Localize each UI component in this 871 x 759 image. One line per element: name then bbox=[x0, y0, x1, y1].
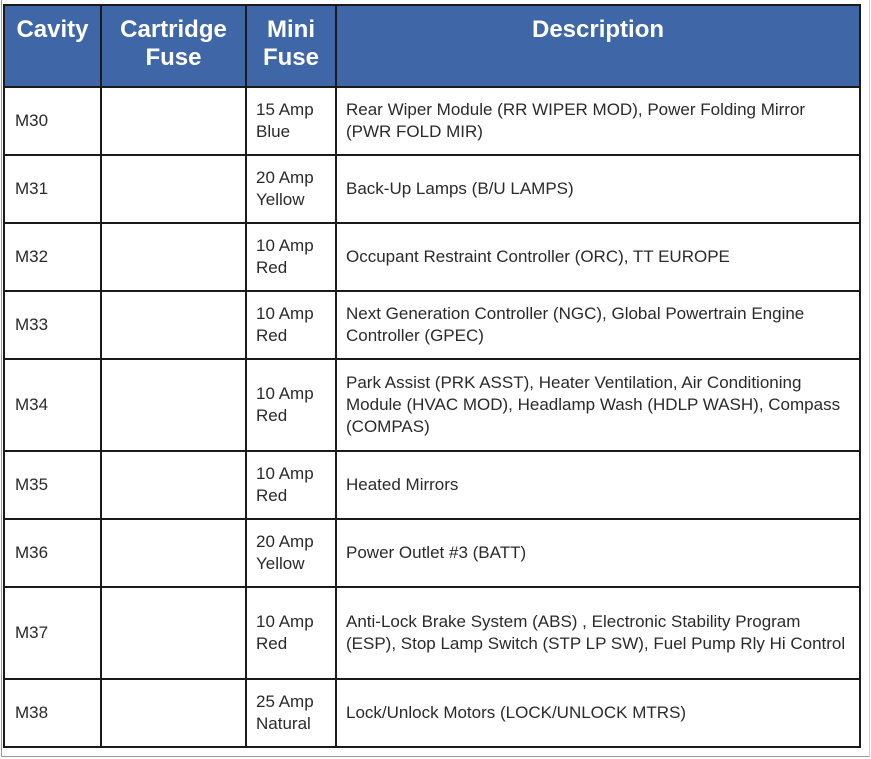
description-cell: Back-Up Lamps (B/U LAMPS) bbox=[336, 155, 860, 223]
cartridge-fuse-cell bbox=[101, 519, 246, 587]
header-description bbox=[336, 5, 860, 87]
cavity-cell: M34 bbox=[4, 359, 101, 451]
table-row bbox=[4, 679, 860, 747]
header-description-line1: Description bbox=[531, 16, 665, 43]
mini-fuse-color: Yellow bbox=[256, 190, 305, 209]
mini-fuse-color: Red bbox=[256, 486, 288, 505]
mini-fuse-amp: 10 Amp bbox=[256, 612, 314, 631]
cavity-cell: M33 bbox=[4, 291, 101, 359]
mini-fuse-amp: 10 Amp bbox=[256, 384, 314, 403]
cavity-cell: M36 bbox=[4, 519, 101, 587]
mini-fuse-amp: 15 Amp bbox=[256, 100, 314, 119]
cavity-cell: M37 bbox=[4, 587, 101, 679]
mini-fuse-amp: 10 Amp bbox=[256, 464, 314, 483]
cartridge-fuse-cell bbox=[101, 87, 246, 155]
description-cell: Next Generation Controller (NGC), Global Powertrain Engine Controller (GPEC) bbox=[336, 291, 860, 359]
table-row bbox=[4, 451, 860, 519]
header-cartridge-line1: Cartridge bbox=[120, 16, 227, 43]
header-cartridge-fuse bbox=[101, 5, 246, 87]
cartridge-fuse-cell bbox=[101, 679, 246, 747]
mini-fuse-color: Red bbox=[256, 326, 288, 345]
mini-fuse-color: Red bbox=[256, 258, 288, 277]
table-row bbox=[4, 87, 860, 155]
description-cell: Park Assist (PRK ASST), Heater Ventilation, Air Conditioning Module (HVAC MOD), Headlamp Wash (HDLP WASH), Compass (COMPAS) bbox=[336, 359, 860, 451]
cavity-cell: M30 bbox=[4, 87, 101, 155]
header-mini-line1: Mini bbox=[267, 16, 315, 43]
table-row bbox=[4, 359, 860, 451]
mini-fuse-color: Natural bbox=[256, 714, 311, 733]
mini-fuse-cell bbox=[246, 291, 336, 359]
cartridge-fuse-cell bbox=[101, 155, 246, 223]
table-row bbox=[4, 587, 860, 679]
mini-fuse-amp: 20 Amp bbox=[256, 168, 314, 187]
mini-fuse-amp: 20 Amp bbox=[256, 532, 314, 551]
mini-fuse-amp: 10 Amp bbox=[256, 304, 314, 323]
mini-fuse-cell bbox=[246, 155, 336, 223]
table-row bbox=[4, 223, 860, 291]
header-cavity bbox=[4, 5, 101, 87]
cavity-cell: M31 bbox=[4, 155, 101, 223]
fuse-table bbox=[3, 4, 861, 748]
mini-fuse-cell bbox=[246, 587, 336, 679]
description-cell: Occupant Restraint Controller (ORC), TT EUROPE bbox=[336, 223, 860, 291]
mini-fuse-color: Yellow bbox=[256, 554, 305, 573]
header-mini-line2: Fuse bbox=[262, 44, 319, 71]
cartridge-fuse-cell bbox=[101, 587, 246, 679]
header-mini-fuse bbox=[246, 5, 336, 87]
mini-fuse-cell bbox=[246, 679, 336, 747]
header-row bbox=[4, 5, 860, 87]
table-row bbox=[4, 519, 860, 587]
description-cell: Anti-Lock Brake System (ABS) , Electronic Stability Program (ESP), Stop Lamp Switch (STP LP SW), Fuel Pump Rly Hi Control bbox=[336, 587, 860, 679]
table-row bbox=[4, 291, 860, 359]
mini-fuse-cell bbox=[246, 519, 336, 587]
mini-fuse-color: Red bbox=[256, 634, 288, 653]
description-cell: Power Outlet #3 (BATT) bbox=[336, 519, 860, 587]
mini-fuse-amp: 25 Amp bbox=[256, 692, 314, 711]
header-cartridge-line2: Fuse bbox=[145, 44, 202, 71]
mini-fuse-cell bbox=[246, 87, 336, 155]
cartridge-fuse-cell bbox=[101, 223, 246, 291]
mini-fuse-cell bbox=[246, 223, 336, 291]
cartridge-fuse-cell bbox=[101, 291, 246, 359]
description-cell: Lock/Unlock Motors (LOCK/UNLOCK MTRS) bbox=[336, 679, 860, 747]
cavity-cell: M38 bbox=[4, 679, 101, 747]
table-row bbox=[4, 155, 860, 223]
cartridge-fuse-cell bbox=[101, 451, 246, 519]
header-cavity-line1: Cavity bbox=[16, 16, 89, 43]
cartridge-fuse-cell bbox=[101, 359, 246, 451]
mini-fuse-cell bbox=[246, 359, 336, 451]
cavity-cell: M32 bbox=[4, 223, 101, 291]
mini-fuse-color: Blue bbox=[256, 122, 291, 141]
description-cell: Rear Wiper Module (RR WIPER MOD), Power Folding Mirror (PWR FOLD MIR) bbox=[336, 87, 860, 155]
mini-fuse-cell bbox=[246, 451, 336, 519]
cavity-cell: M35 bbox=[4, 451, 101, 519]
mini-fuse-amp: 10 Amp bbox=[256, 236, 314, 255]
description-cell: Heated Mirrors bbox=[336, 451, 860, 519]
mini-fuse-color: Red bbox=[256, 406, 288, 425]
